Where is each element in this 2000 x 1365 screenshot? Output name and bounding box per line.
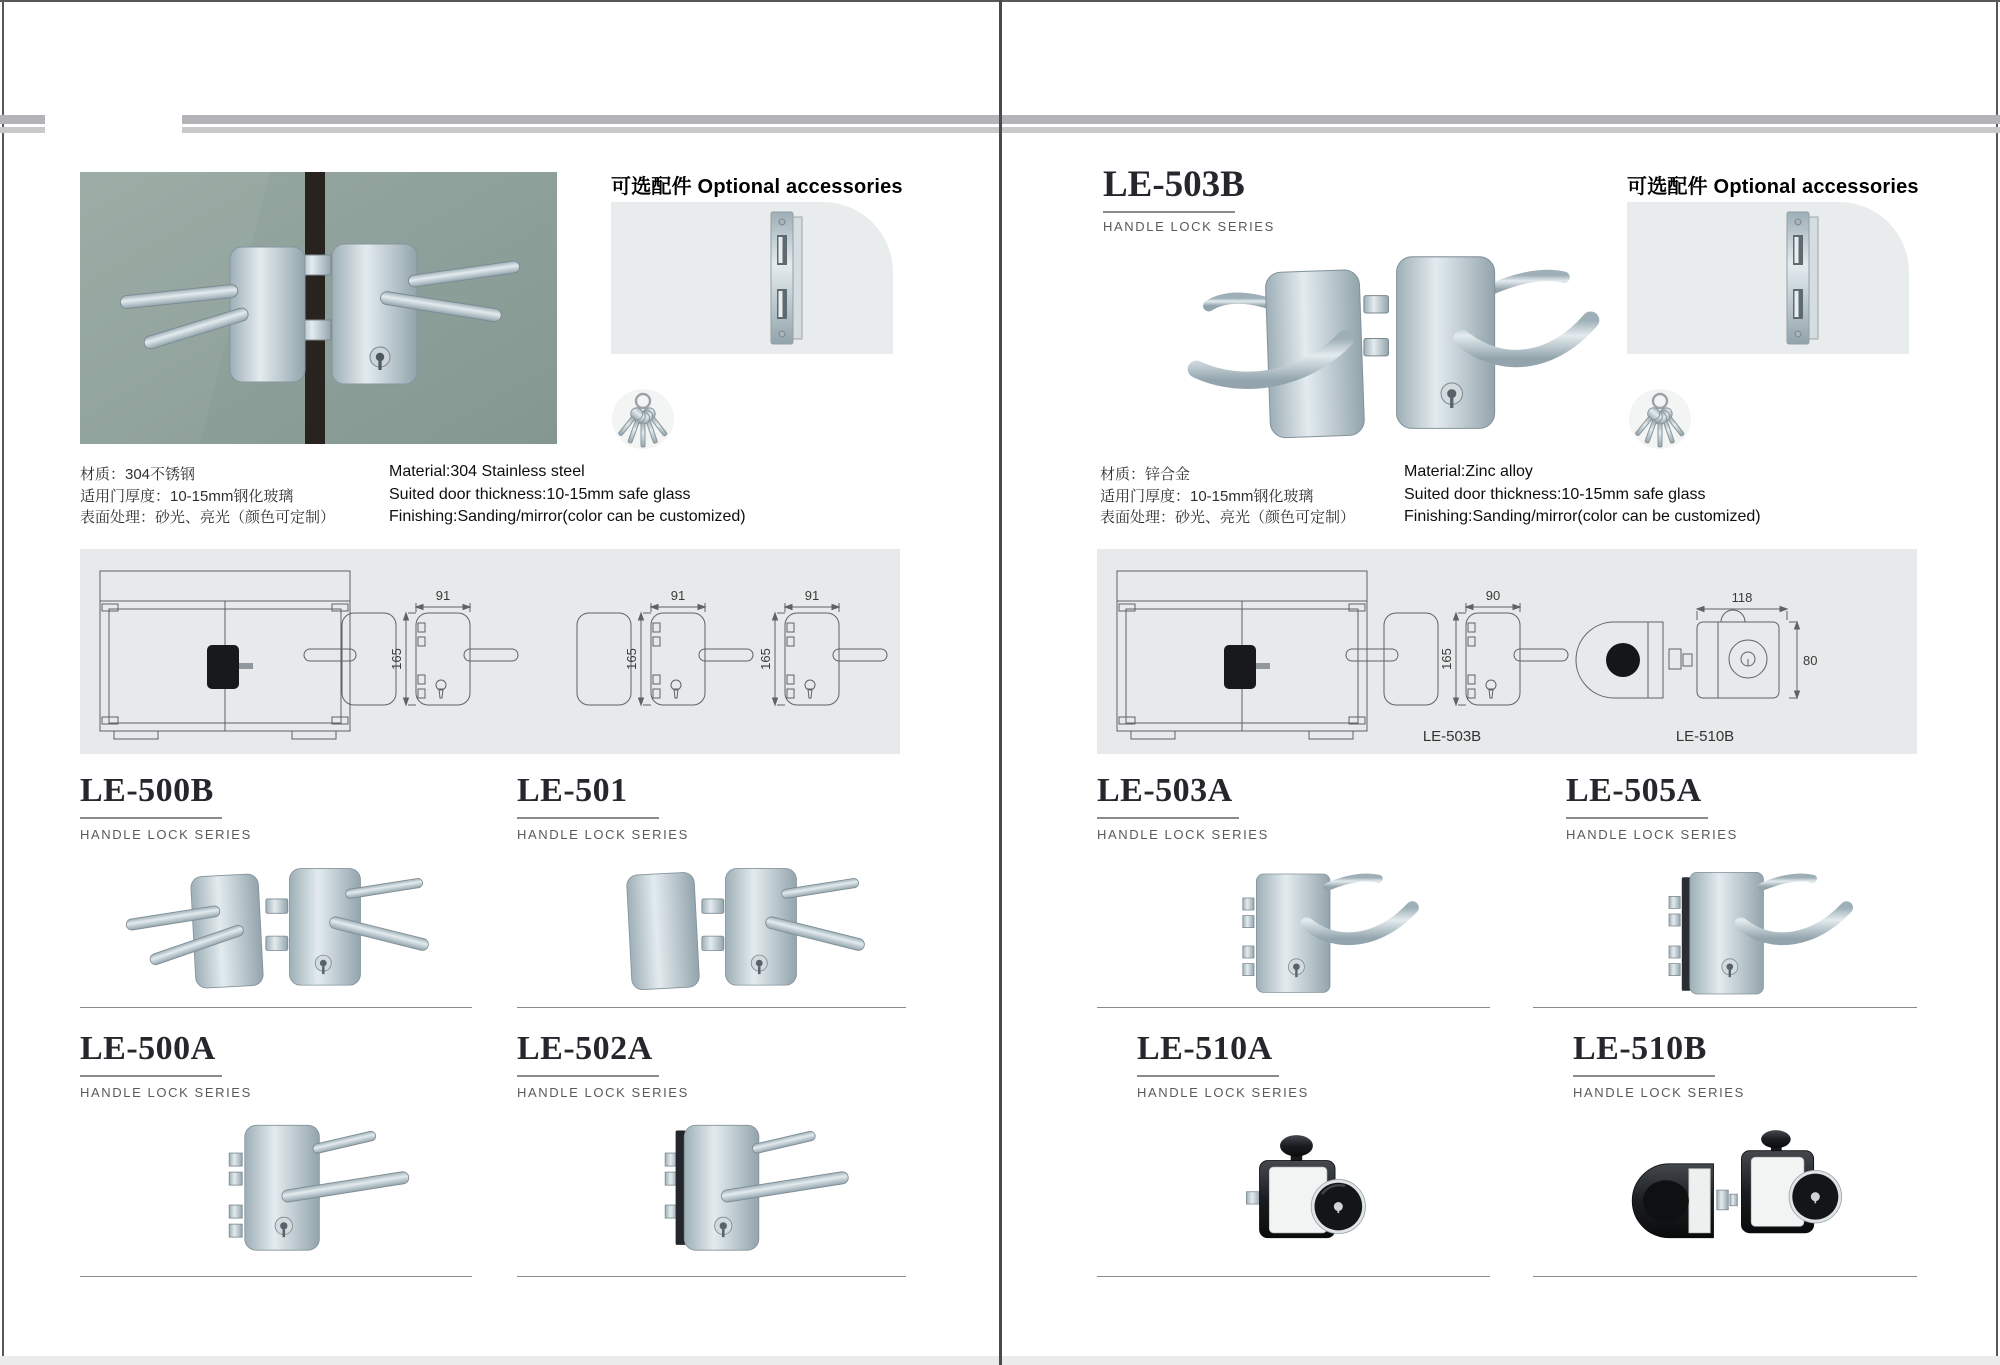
section-rule <box>1533 1276 1917 1277</box>
strike-plate-icon <box>1775 209 1835 349</box>
product-model: LE-503A <box>1097 772 1233 809</box>
spec-line: Finishing:Sanding/mirror(color can be customized) <box>1404 508 1761 525</box>
specs-chinese <box>1100 464 1355 529</box>
product-series-label: HANDLE LOCK SERIES <box>1137 1085 1309 1100</box>
hero-photo-glass-door-lock <box>80 172 557 444</box>
section-rule <box>517 1276 906 1277</box>
header-stripe-long-top <box>182 115 2000 124</box>
spec-line: Suited door thickness:10-15mm safe glass <box>1404 485 1706 503</box>
spec-line: 适用门厚度：10-15mm钢化玻璃 <box>1100 487 1314 505</box>
product-photo-le-510b <box>1533 1108 1917 1264</box>
product-photo-le-505a <box>1533 850 1917 1002</box>
keys-icon <box>611 388 675 450</box>
product-model: LE-510B <box>1573 1030 1707 1067</box>
product-photo-le-500a <box>80 1108 472 1264</box>
title-underline <box>1097 817 1239 819</box>
product-model: LE-505A <box>1566 772 1702 809</box>
page-right-border <box>1996 0 1998 1365</box>
technical-drawing-strip-left <box>80 549 900 754</box>
product-model: LE-500A <box>80 1030 216 1067</box>
product-series-label: HANDLE LOCK SERIES <box>80 827 252 842</box>
dim-width-label: 91 <box>435 588 451 603</box>
product-card-le-503a <box>1097 772 1490 1012</box>
product-series-label: HANDLE LOCK SERIES <box>517 827 689 842</box>
dim-width-label: 91 <box>804 588 820 603</box>
dimension-drawing-right <box>1097 549 1917 754</box>
drawing-model-label: LE-503B <box>1422 728 1482 745</box>
section-rule <box>1533 1007 1917 1008</box>
hero-series-label: HANDLE LOCK SERIES <box>1103 219 1275 234</box>
product-photo-le-500b <box>80 850 472 1002</box>
hero-model-title: LE-503B <box>1103 164 1245 205</box>
title-underline <box>517 817 659 819</box>
accessory-box <box>611 202 893 354</box>
center-page-divider <box>999 0 1002 1365</box>
dim-height-label: 165 <box>389 648 404 670</box>
product-model: LE-500B <box>80 772 214 809</box>
specs-chinese <box>80 464 335 529</box>
product-card-le-510a <box>1097 1030 1490 1280</box>
product-card-le-500b <box>80 772 472 1012</box>
strike-plate-icon <box>759 209 819 349</box>
product-series-label: HANDLE LOCK SERIES <box>517 1085 689 1100</box>
product-model: LE-510A <box>1137 1030 1273 1067</box>
title-underline <box>1573 1075 1715 1077</box>
product-series-label: HANDLE LOCK SERIES <box>80 1085 252 1100</box>
accessory-box <box>1627 202 1909 354</box>
hero-photo-le-503b <box>1133 218 1603 458</box>
dimension-drawing-left <box>80 549 900 754</box>
hero-title-underline <box>1103 211 1235 213</box>
optional-accessories-heading: 可选配件 Optional accessories <box>1627 176 1919 198</box>
optional-accessories-heading: 可选配件 Optional accessories <box>611 176 903 198</box>
spec-line: 表面处理：砂光、亮光（颜色可定制） <box>80 509 336 526</box>
section-rule <box>80 1276 472 1277</box>
title-underline <box>80 817 222 819</box>
drawing-model-label: LE-510B <box>1675 728 1735 745</box>
header-stripe-long-bottom <box>182 127 2000 133</box>
spec-line: 材质：304不锈钢 <box>80 466 196 483</box>
page-left-border <box>2 0 4 1365</box>
technical-drawing-strip-right <box>1097 549 1917 754</box>
product-model: LE-502A <box>517 1030 653 1067</box>
product-card-le-510b <box>1533 1030 1917 1280</box>
product-card-le-505a <box>1533 772 1917 1012</box>
section-rule <box>1097 1007 1490 1008</box>
keys-icon <box>1628 388 1692 450</box>
product-card-le-501 <box>517 772 906 1012</box>
dim-height-label: 165 <box>1439 648 1454 670</box>
product-photo-le-502a <box>517 1108 906 1264</box>
spec-line: 表面处理：砂光、亮光（颜色可定制） <box>1100 509 1356 526</box>
spec-line: Suited door thickness:10-15mm safe glass <box>389 485 691 503</box>
specs-english <box>1404 461 1761 529</box>
title-underline <box>1566 817 1708 819</box>
dim-height-label: 165 <box>624 648 639 670</box>
dim-width-label: 118 <box>1731 590 1753 605</box>
product-series-label: HANDLE LOCK SERIES <box>1573 1085 1745 1100</box>
title-underline <box>517 1075 659 1077</box>
product-model: LE-501 <box>517 772 628 809</box>
product-card-le-500a <box>80 1030 472 1280</box>
section-rule <box>1097 1276 1490 1277</box>
spec-line: Finishing:Sanding/mirror(color can be customized) <box>389 508 746 525</box>
header-stripe-short-top <box>0 115 45 124</box>
spec-line: Material:Zinc alloy <box>1404 463 1533 480</box>
title-underline <box>80 1075 222 1077</box>
specs-english <box>389 461 746 529</box>
product-series-label: HANDLE LOCK SERIES <box>1566 827 1738 842</box>
product-photo-le-510a <box>1097 1108 1490 1264</box>
section-rule <box>80 1007 472 1008</box>
spec-line: 适用门厚度：10-15mm钢化玻璃 <box>80 487 294 505</box>
glass-door-lock-illustration <box>80 172 557 444</box>
section-rule <box>517 1007 906 1008</box>
title-underline <box>1137 1075 1279 1077</box>
spec-line: 材质：锌合金 <box>1100 466 1191 483</box>
product-card-le-502a <box>517 1030 906 1280</box>
dim-height-label: 80 <box>1803 653 1818 668</box>
dim-width-label: 91 <box>670 588 686 603</box>
product-series-label: HANDLE LOCK SERIES <box>1097 827 1269 842</box>
product-photo-le-501 <box>517 850 906 1002</box>
dim-width-label: 90 <box>1485 588 1501 603</box>
dim-height-label: 165 <box>758 648 773 670</box>
product-photo-le-503a <box>1097 850 1490 1002</box>
header-stripe-short-bottom <box>0 127 45 133</box>
spec-line: Material:304 Stainless steel <box>389 463 585 480</box>
